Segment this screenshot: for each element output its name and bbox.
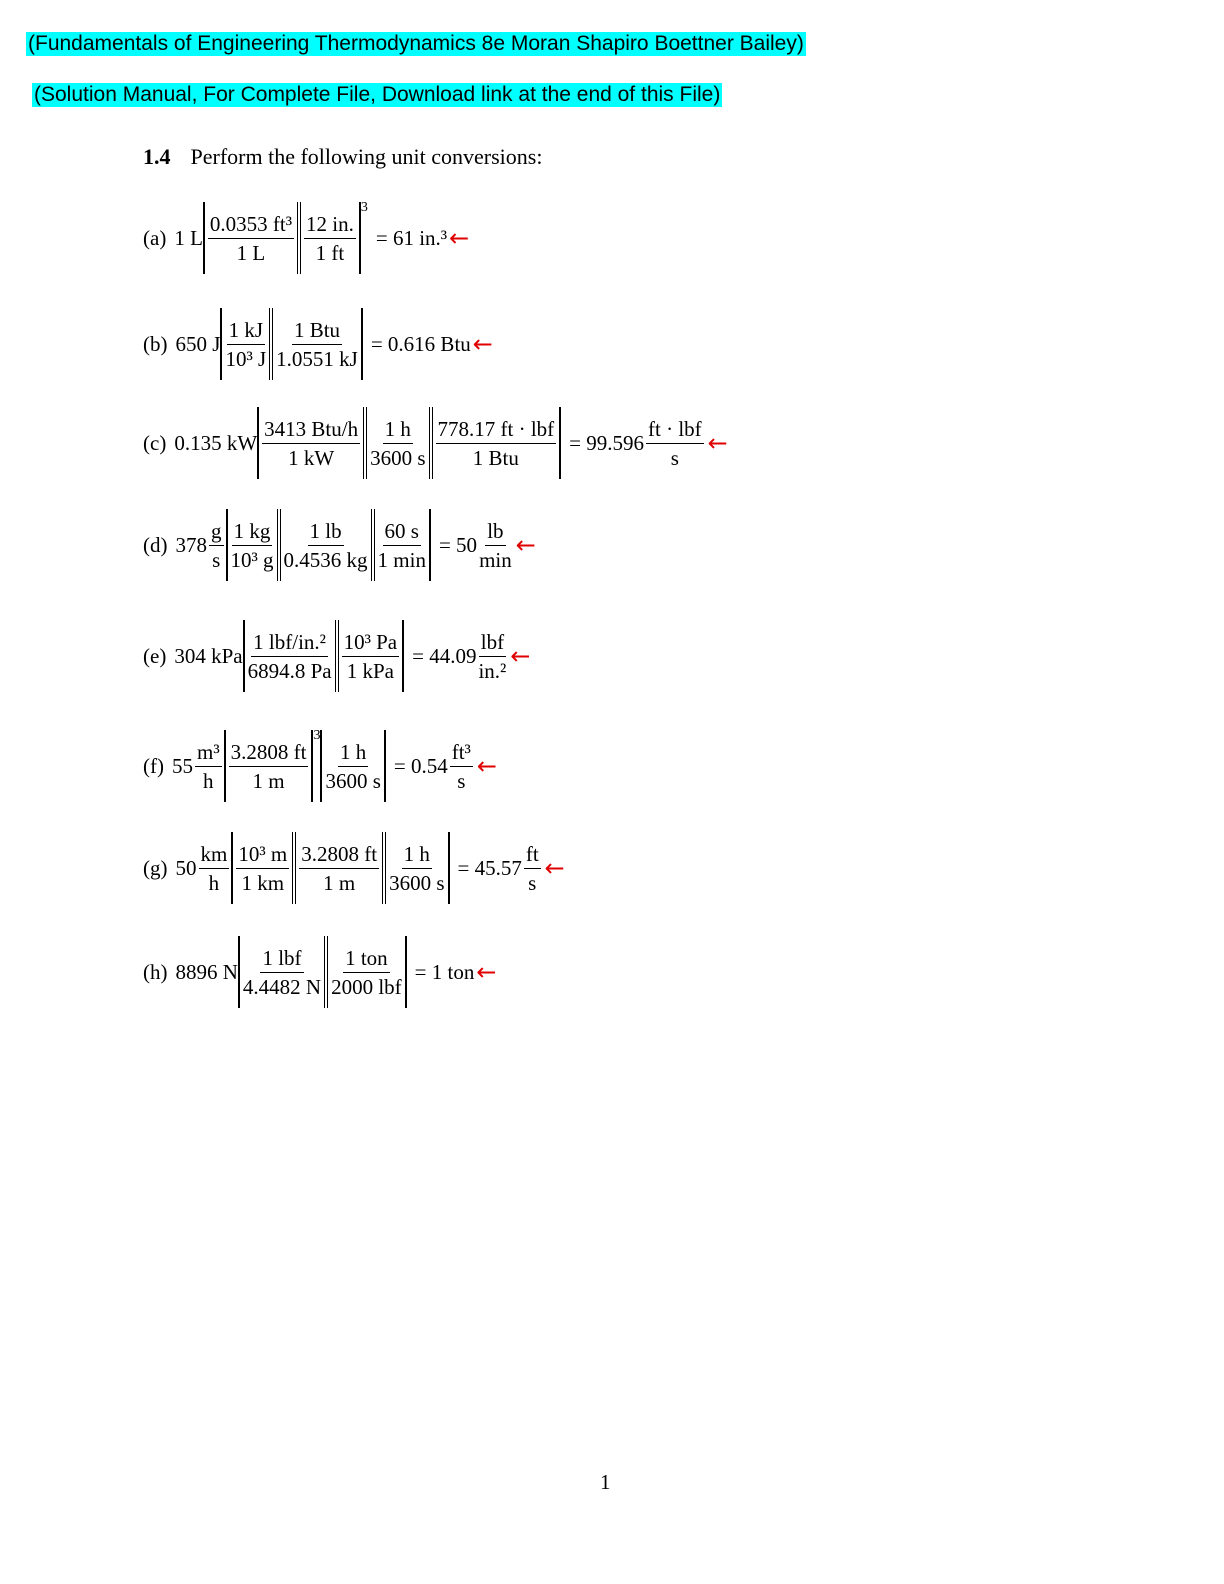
factor: 778.17 ft · lbf 1 Btu <box>429 407 562 479</box>
factor: 12 in. 1 ft <box>297 202 361 274</box>
result: = 99.596 ft · lbf s ← <box>569 416 728 470</box>
conversion-c <box>143 405 728 481</box>
start-value: 0.135 kW <box>174 430 258 455</box>
page-number: 1 <box>600 1470 611 1494</box>
result: = 1 ton ← <box>414 958 497 986</box>
part-label: (f) <box>143 753 164 778</box>
solution-manual-banner: (Solution Manual, For Complete File, Download link at the end of this File) <box>34 83 721 106</box>
factor: $\frac{1 h}{3600 s}$ <box>382 832 449 904</box>
result: = 0.54 ft³ s ← <box>393 739 497 793</box>
left-arrow-icon: ← <box>544 854 565 882</box>
cube-exponent: 3 <box>313 728 321 743</box>
factor: 3.2808 ft 1 m <box>224 730 314 802</box>
result: = 50 lb min ← <box>438 518 536 572</box>
result: = 61 in.³ ← <box>375 224 470 252</box>
factor: 1 ton 2000 lbf <box>324 936 407 1008</box>
conversion-a <box>143 200 469 276</box>
start-value: 1 L <box>174 225 203 250</box>
conversion-d <box>143 507 536 583</box>
factor: 1 lb 0.4536 kg <box>277 509 371 581</box>
start-unit: g s <box>211 518 222 572</box>
conversion-e <box>143 618 530 694</box>
conversion-h <box>143 934 496 1010</box>
factor: $\frac{1 h}{3600 s}$ <box>320 730 385 802</box>
left-arrow-icon: ← <box>472 330 493 358</box>
factor: 1 kJ 10³ J <box>220 308 269 380</box>
factor: 1 kg 10³ g <box>226 509 277 581</box>
conversion-f <box>143 728 497 804</box>
left-arrow-icon: ← <box>707 429 728 457</box>
factor: 3.2808 ft 1 m <box>292 832 382 904</box>
left-arrow-icon: ← <box>476 958 497 986</box>
start-value: 650 J <box>175 331 221 356</box>
factor: 0.0353 ft³ 1 L <box>203 202 297 274</box>
start-value: 55 <box>171 753 193 778</box>
factor: 1 h 3600 s <box>363 407 428 479</box>
problem-heading <box>143 144 542 170</box>
problem-statement: Perform the following unit conversions: <box>190 144 543 169</box>
factor: 1 lbf 4.4482 N <box>238 936 324 1008</box>
start-unit: m³ h <box>196 739 220 793</box>
result: = 45.57 ft s ← <box>457 841 565 895</box>
part-label: (g) <box>143 855 168 880</box>
start-value: 304 kPa <box>174 643 243 668</box>
cube-exponent: 3 <box>360 200 368 215</box>
part-label: (e) <box>143 643 167 668</box>
start-value: 8896 N <box>175 959 238 984</box>
left-arrow-icon: ← <box>476 752 497 780</box>
factor: 10³ Pa 1 kPa <box>335 620 405 692</box>
conversion-g <box>143 830 565 906</box>
left-arrow-icon: ← <box>510 642 531 670</box>
result: = 44.09 lbf in.² ← <box>412 629 531 683</box>
left-arrow-icon: ← <box>515 531 536 559</box>
part-label: (h) <box>143 959 168 984</box>
start-unit: km h <box>200 841 228 895</box>
problem-number: 1.4 <box>143 144 171 169</box>
start-value: 378 <box>175 532 207 557</box>
factor: 1 lbf/in.² 6894.8 Pa <box>243 620 335 692</box>
start-value: 50 <box>175 855 197 880</box>
part-label: (a) <box>143 225 167 250</box>
factor: 1 Btu 1.0551 kJ <box>269 308 363 380</box>
title-banner: (Fundamentals of Engineering Thermodynamics 8e Moran Shapiro Boettner Bailey) <box>28 32 804 55</box>
part-label: (b) <box>143 331 168 356</box>
factor: 60 s 1 min <box>371 509 431 581</box>
conversion-b <box>143 306 493 382</box>
factor: 10³ m 1 km <box>231 832 292 904</box>
left-arrow-icon: ← <box>449 224 470 252</box>
part-label: (c) <box>143 430 167 455</box>
part-label: (d) <box>143 532 168 557</box>
result: = 0.616 Btu ← <box>370 330 493 358</box>
factor: 3413 Btu/h 1 kW <box>257 407 363 479</box>
